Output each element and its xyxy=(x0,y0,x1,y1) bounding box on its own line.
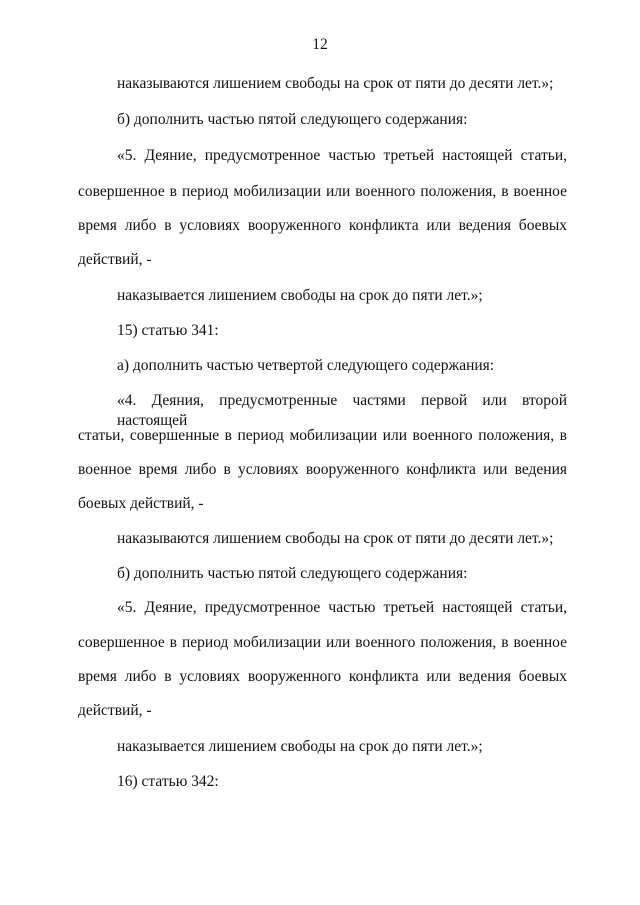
page-number: 12 xyxy=(312,36,328,53)
text-line: действий, - xyxy=(78,251,152,268)
text-line: наказываются лишением свободы на срок от пяти до десяти лет.»; xyxy=(117,530,554,547)
text-line: военное время либо в условиях вооруженного конфликта или ведения xyxy=(78,461,567,478)
text-line: совершенное в период мобилизации или военного положения, в военное xyxy=(78,183,567,200)
text-line: наказывается лишением свободы на срок до пяти лет.»; xyxy=(117,738,483,755)
text-line: наказываются лишением свободы на срок от пяти до десяти лет.»; xyxy=(117,75,554,92)
text-line: «4. Деяния, предусмотренные частями первой или второй настоящей xyxy=(117,392,567,429)
text-line: время либо в условиях вооруженного конфликта или ведения боевых xyxy=(78,217,567,234)
text-line: 16) статью 342: xyxy=(117,773,219,790)
text-line: наказывается лишением свободы на срок до пяти лет.»; xyxy=(117,287,483,304)
text-line: б) дополнить частью пятой следующего содержания: xyxy=(117,565,468,582)
text-line: 15) статью 341: xyxy=(117,322,219,339)
text-line: время либо в условиях вооруженного конфликта или ведения боевых xyxy=(78,668,567,685)
text-line: а) дополнить частью четвертой следующего содержания: xyxy=(117,357,495,374)
text-line: боевых действий, - xyxy=(78,495,204,512)
text-line: статьи, совершенные в период мобилизации или военного положения, в xyxy=(78,427,567,444)
text-line: «5. Деяние, предусмотренное частью третьей настоящей статьи, xyxy=(117,147,567,164)
text-line: «5. Деяние, предусмотренное частью третьей настоящей статьи, xyxy=(117,599,567,616)
text-line: б) дополнить частью пятой следующего содержания: xyxy=(117,111,468,128)
text-line: действий, - xyxy=(78,702,152,719)
text-line: совершенное в период мобилизации или военного положения, в военное xyxy=(78,634,567,651)
